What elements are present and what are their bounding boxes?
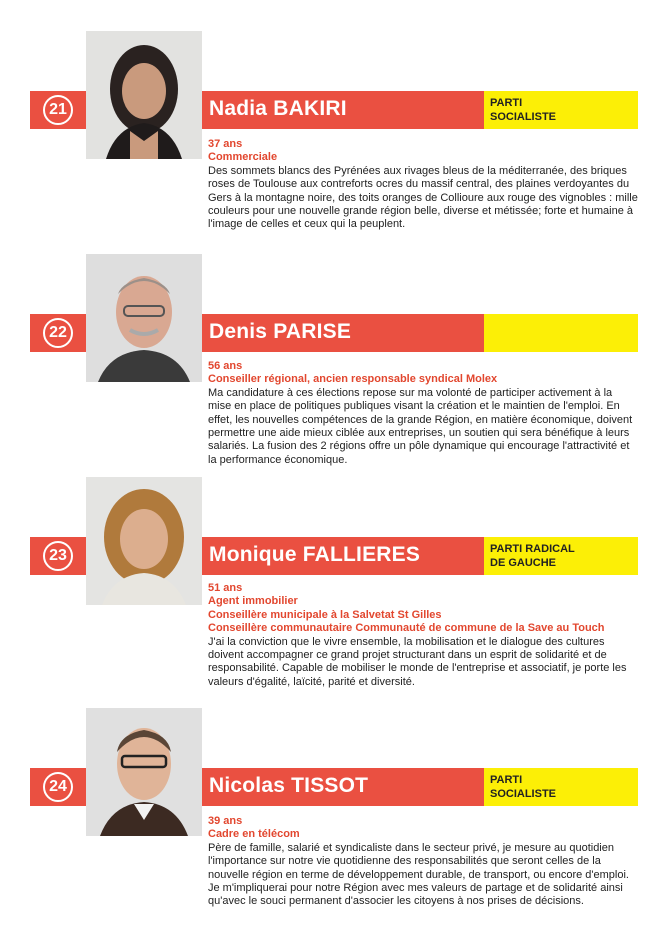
number-bar (30, 91, 86, 129)
party-label (490, 96, 556, 124)
party-bar (484, 314, 638, 352)
candidate-details (208, 582, 638, 689)
candidate-name: Denis PARISE (209, 320, 352, 343)
name-bar (202, 91, 484, 129)
candidate-age: 37 ans (208, 138, 243, 150)
candidate-description: J'ai la conviction que le vivre ensemble, la mobilisation et le dialogue des cultures doivent accompagner ce grand projet structurant dans un esprit de solidarité et de responsabilité. Capable de mobiliser le monde de l'entreprise et associatif, je porte les valeurs d'égalité, laïcité, parité et diversité. (208, 635, 627, 688)
candidate-photo (86, 477, 202, 605)
candidate-number: 23 (43, 541, 73, 571)
party-bar (484, 768, 638, 806)
candidate-number: 22 (43, 318, 73, 348)
name-bar (202, 768, 484, 806)
candidate-age: 51 ans (208, 582, 243, 594)
candidate-number: 21 (43, 95, 73, 125)
party-line: DE GAUCHE (490, 557, 557, 569)
party-line: PARTI RADICAL (490, 543, 575, 555)
candidate-age: 39 ans (208, 815, 243, 827)
candidate-description: Père de famille, salarié et syndicaliste dans le secteur privé, je mesure au quotidien l'importance sur notre vie quotidienne des responsabilités que seront celles de la nouvelle région en terme de développement durable, de transport, ou encore d'emploi. Je m'impliquerai pour notre Région avec mes valeurs de partage et de solidarité ainsi qu'avec le souci permanent d'associer les citoyens à nos prises de décisions. (208, 841, 629, 908)
name-bar (202, 314, 484, 352)
party-line: SOCIALISTE (490, 788, 557, 800)
candidate-photo (86, 31, 202, 159)
candidate-description: Des sommets blancs des Pyrénées aux rivages bleus de la méditerranée, des briques roses de Toulouse aux contreforts ocres du massif central, des plaines verdoyantes du Gers à la montagne noire, des toits oranges de Collioure aux rouge des vignobles : mille couleurs pour une nouvelle grande région belle, diverse et métissée; forte et humaine à l'image de celles et ceux qui la peuplent. (208, 164, 638, 231)
candidate-description: Ma candidature à ces élections repose sur ma volonté de participer activement à la mise en place de politiques publiques visant la création et le maintien de l'emploi. En effet, les nouvelles compétences de la grande Région, en matière économique, doivent permettre une aide mieux ciblée aux entreprises, un soutien qui sera bénéfique à leurs salariés. La fusion des 2 régions offre un pôle dynamique qui encourage l'attractivité et la performance économique. (208, 386, 633, 466)
candidate-details (208, 815, 638, 909)
candidate-role: Commerciale (208, 151, 278, 164)
party-line: PARTI (490, 97, 523, 109)
candidate-role: Conseillère communautaire Communauté de commune de la Save au Touch (208, 622, 605, 635)
candidate-name: Nicolas TISSOT (209, 774, 369, 797)
candidate-role: Agent immobilier (208, 595, 298, 608)
party-bar (484, 91, 638, 129)
party-label (490, 773, 556, 801)
candidate-role: Conseillère municipale à la Salvetat St Gilles (208, 608, 442, 621)
candidate-details (208, 360, 638, 467)
candidate-name: Monique FALLIERES (209, 543, 421, 566)
party-line: PARTI (490, 774, 523, 786)
name-bar (202, 537, 484, 575)
number-bar (30, 314, 86, 352)
candidate-details (208, 138, 638, 232)
number-bar (30, 537, 86, 575)
candidate-photo (86, 708, 202, 836)
candidate-photo (86, 254, 202, 382)
candidate-role: Conseiller régional, ancien responsable syndical Molex (208, 373, 498, 386)
party-line: SOCIALISTE (490, 111, 557, 123)
party-label (490, 542, 575, 570)
number-bar (30, 768, 86, 806)
candidate-age: 56 ans (208, 360, 243, 372)
candidate-name: Nadia BAKIRI (209, 97, 347, 120)
candidate-role: Cadre en télécom (208, 828, 300, 841)
party-bar (484, 537, 638, 575)
candidate-number: 24 (43, 772, 73, 802)
